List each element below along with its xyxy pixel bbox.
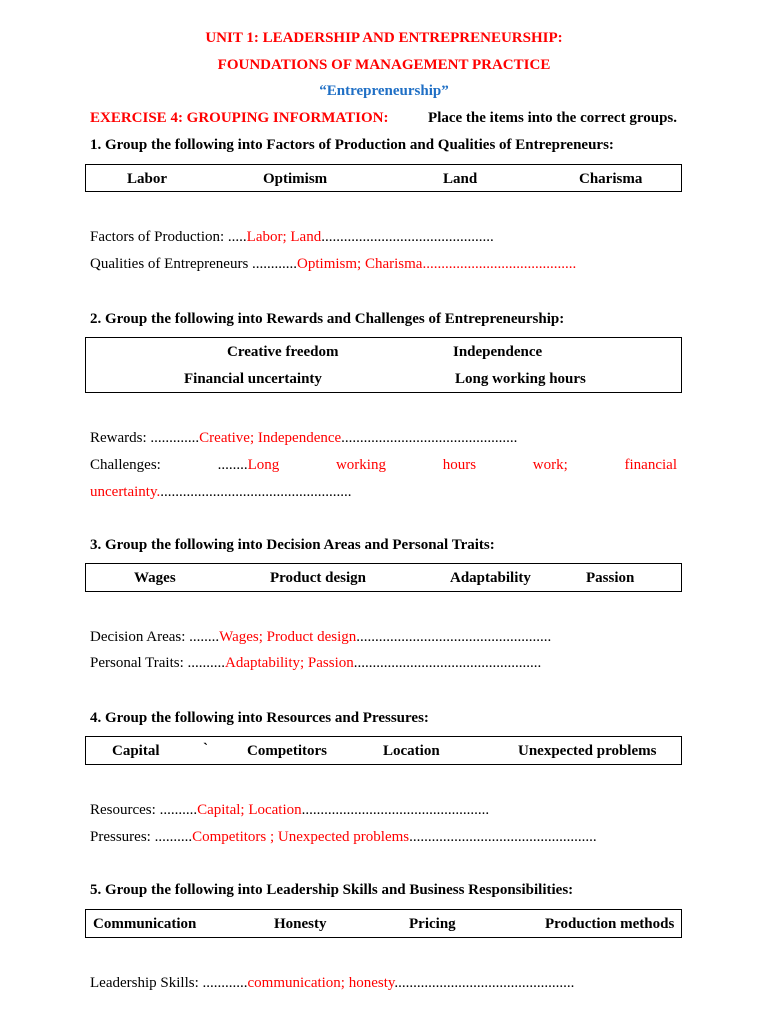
item-box-5 [85, 909, 682, 938]
answer-line [90, 629, 551, 646]
answer-trail: .............................................. [321, 229, 494, 245]
item: Unexpected problems [518, 743, 657, 759]
answer-label: Rewards: ............. [90, 430, 200, 446]
item-box-3 [85, 563, 682, 592]
answer-label: Pressures: .......... [90, 829, 193, 845]
answer-value: Labor; Land [246, 229, 322, 245]
answer-line [90, 229, 494, 246]
exercise-instruction: Place the items into the correct groups. [428, 110, 677, 126]
answer-line [90, 484, 352, 501]
item: Pricing [409, 916, 456, 932]
answer-line [90, 655, 541, 672]
item: Product design [270, 570, 366, 586]
item: Competitors [247, 743, 327, 759]
item: Charisma [579, 171, 643, 187]
answer-trail: .................................................. [353, 655, 542, 671]
answer-value: communication; honesty [247, 975, 395, 991]
answer-value: Wages; Product design [219, 629, 357, 645]
answer-word: working [335, 457, 386, 473]
item: Land [443, 171, 478, 187]
question-3: 3. Group the following into Decision Areas and Personal Traits: [90, 537, 495, 553]
answer-line [90, 256, 576, 273]
answer-line-justified [90, 457, 677, 474]
item: Independence [453, 344, 543, 360]
answer-word: financial [624, 457, 677, 473]
answer-value: Optimism; Charisma [297, 256, 423, 272]
answer-trail: ................................................... [160, 484, 352, 500]
answer-trail: .................................................... [356, 629, 552, 645]
topic-title: “Entrepreneurship” [319, 83, 449, 99]
item: Communication [93, 916, 197, 932]
answer-trail: .................................................. [409, 829, 597, 845]
item: Adaptability [450, 570, 531, 586]
item: Financial uncertainty [184, 371, 322, 387]
answer-line [90, 829, 597, 846]
item-box-2 [85, 337, 682, 393]
question-5: 5. Group the following into Leadership Skills and Business Responsibilities: [90, 882, 574, 898]
answer-word: Long [247, 457, 280, 473]
answer-line [90, 802, 489, 819]
answer-trail: .................................................. [301, 802, 490, 818]
unit-title: UNIT 1: LEADERSHIP AND ENTREPRENEURSHIP: [205, 30, 563, 46]
question-1: 1. Group the following into Factors of Production and Qualities of Entrepreneurs: [90, 137, 614, 153]
item: Wages [134, 570, 176, 586]
answer-label: Factors of Production: ..... [90, 229, 247, 245]
item-box-4 [85, 736, 682, 765]
answer-value: Capital; Location [197, 802, 302, 818]
answer-line [90, 430, 517, 447]
answer-dots: ........ [217, 457, 248, 473]
answer-line [90, 975, 574, 992]
answer-trail: ............................................... [341, 430, 518, 446]
item: Honesty [274, 916, 327, 932]
item: Labor [127, 171, 168, 187]
answer-label: Decision Areas: ........ [90, 629, 220, 645]
item: Production methods [545, 916, 675, 932]
answer-trail: ................................................ [394, 975, 575, 991]
answer-value: uncertainty. [90, 484, 161, 500]
answer-value: Competitors ; Unexpected problems [192, 829, 410, 845]
answer-value: Creative; Independence [199, 430, 342, 446]
answer-label: Leadership Skills: ............ [90, 975, 248, 991]
answer-word: work; [532, 457, 568, 473]
item-box-1 [85, 164, 682, 192]
answer-label: Resources: .......... [90, 802, 198, 818]
answer-value: Adaptability; Passion [225, 655, 354, 671]
exercise-line [90, 110, 677, 127]
answer-label: Challenges: [90, 457, 161, 473]
item: Optimism [263, 171, 328, 187]
item: Location [383, 743, 440, 759]
exercise-label: EXERCISE 4: GROUPING INFORMATION: [90, 110, 389, 126]
item: Long working hours [455, 371, 586, 387]
answer-trail: ......................................... [422, 256, 577, 272]
answer-word: hours [442, 457, 477, 473]
item: Capital [112, 743, 160, 759]
question-4: 4. Group the following into Resources and Pressures: [90, 710, 429, 726]
item: ` [203, 741, 208, 757]
item: Creative freedom [227, 344, 339, 360]
question-2: 2. Group the following into Rewards and Challenges of Entrepreneurship: [90, 311, 565, 327]
answer-label: Personal Traits: .......... [90, 655, 226, 671]
item: Passion [586, 570, 635, 586]
unit-subtitle: FOUNDATIONS OF MANAGEMENT PRACTICE [217, 57, 551, 73]
answer-label: Qualities of Entrepreneurs ............ [90, 256, 298, 272]
